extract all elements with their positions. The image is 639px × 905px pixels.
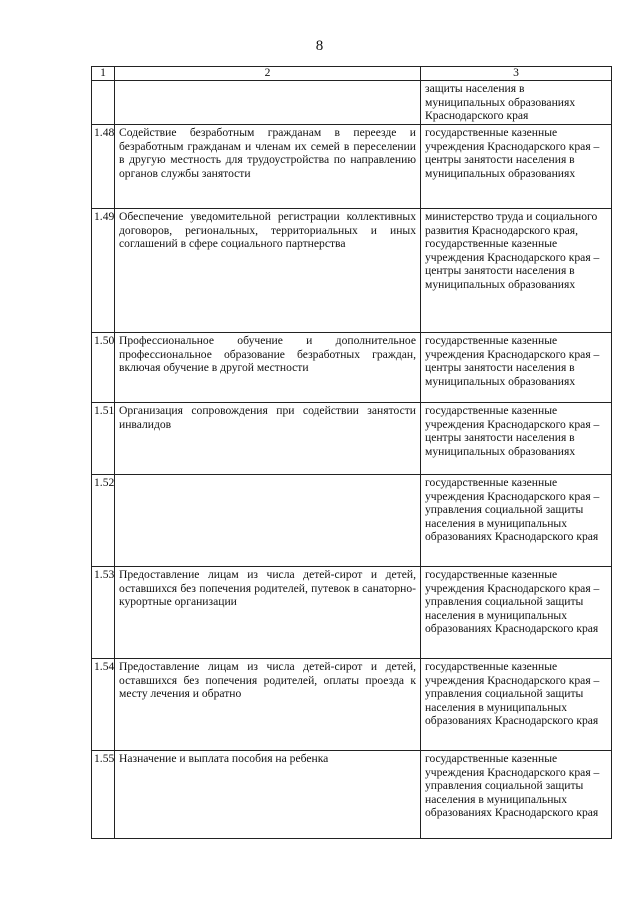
table-row xyxy=(92,751,612,839)
row-provider: государственные казенные учреждения Краснодарского края – центры занятости населения в муниципальных образованиях xyxy=(421,333,612,403)
row-number: 1.49 xyxy=(92,209,115,333)
row-service xyxy=(115,81,421,125)
row-service: Содействие безработным гражданам в переезде и безработным гражданам и членам их семей в переселении в другую местность для трудоустройства по направлению органов службы занятости xyxy=(115,125,421,209)
row-service xyxy=(115,475,421,567)
services-table xyxy=(91,66,612,839)
row-provider: государственные казенные учреждения Краснодарского края – управления социальной защиты населения в муниципальных образованиях Краснодарского края xyxy=(421,475,612,567)
row-service: Организация сопровождения при содействии занятости инвалидов xyxy=(115,403,421,475)
table-row xyxy=(92,333,612,403)
row-service: Предоставление лицам из числа детей-сирот и детей, оставшихся без попечения родителей, оплаты проезда к месту лечения и обратно xyxy=(115,659,421,751)
table-row xyxy=(92,659,612,751)
table-row xyxy=(92,81,612,125)
table-row xyxy=(92,475,612,567)
row-provider: государственные казенные учреждения Краснодарского края – центры занятости населения в муниципальных образованиях xyxy=(421,125,612,209)
row-number: 1.54 xyxy=(92,659,115,751)
row-provider: государственные казенные учреждения Краснодарского края – центры занятости населения в муниципальных образованиях xyxy=(421,403,612,475)
row-number: 1.55 xyxy=(92,751,115,839)
row-provider: государственные казенные учреждения Краснодарского края – управления социальной защиты населения в муниципальных образованиях Краснодарского края xyxy=(421,659,612,751)
row-provider: министерство труда и социального развития Краснодарского края, государственные казенные учреждения Краснодарского края – центры занятости населения в муниципальных образованиях xyxy=(421,209,612,333)
row-number: 1.52 xyxy=(92,475,115,567)
row-service: Профессиональное обучение и дополнительное профессиональное образование безработных граждан, включая обучение в другой местности xyxy=(115,333,421,403)
header-col-1: 1 xyxy=(92,67,115,81)
table-row xyxy=(92,125,612,209)
row-number: 1.48 xyxy=(92,125,115,209)
header-col-3: 3 xyxy=(421,67,612,81)
table-row xyxy=(92,209,612,333)
row-provider: государственные казенные учреждения Краснодарского края – управления социальной защиты населения в муниципальных образованиях Краснодарского края xyxy=(421,567,612,659)
row-service: Предоставление лицам из числа детей-сирот и детей, оставшихся без попечения родителей, путевок в санаторно-курортные организации xyxy=(115,567,421,659)
table-row xyxy=(92,567,612,659)
row-number xyxy=(92,81,115,125)
row-number: 1.50 xyxy=(92,333,115,403)
row-service: Назначение и выплата пособия на ребенка xyxy=(115,751,421,839)
header-col-2: 2 xyxy=(115,67,421,81)
row-provider: государственные казенные учреждения Краснодарского края – управления социальной защиты населения в муниципальных образованиях Краснодарского края xyxy=(421,751,612,839)
row-provider: защиты населения в муниципальных образованиях Краснодарского края xyxy=(421,81,612,125)
row-service: Обеспечение уведомительной регистрации коллективных договоров, региональных, территориальных и иных соглашений в сфере социального партнерства xyxy=(115,209,421,333)
table-header-row xyxy=(92,67,612,81)
row-number: 1.51 xyxy=(92,403,115,475)
table-row xyxy=(92,403,612,475)
page-number: 8 xyxy=(315,38,324,54)
row-number: 1.53 xyxy=(92,567,115,659)
